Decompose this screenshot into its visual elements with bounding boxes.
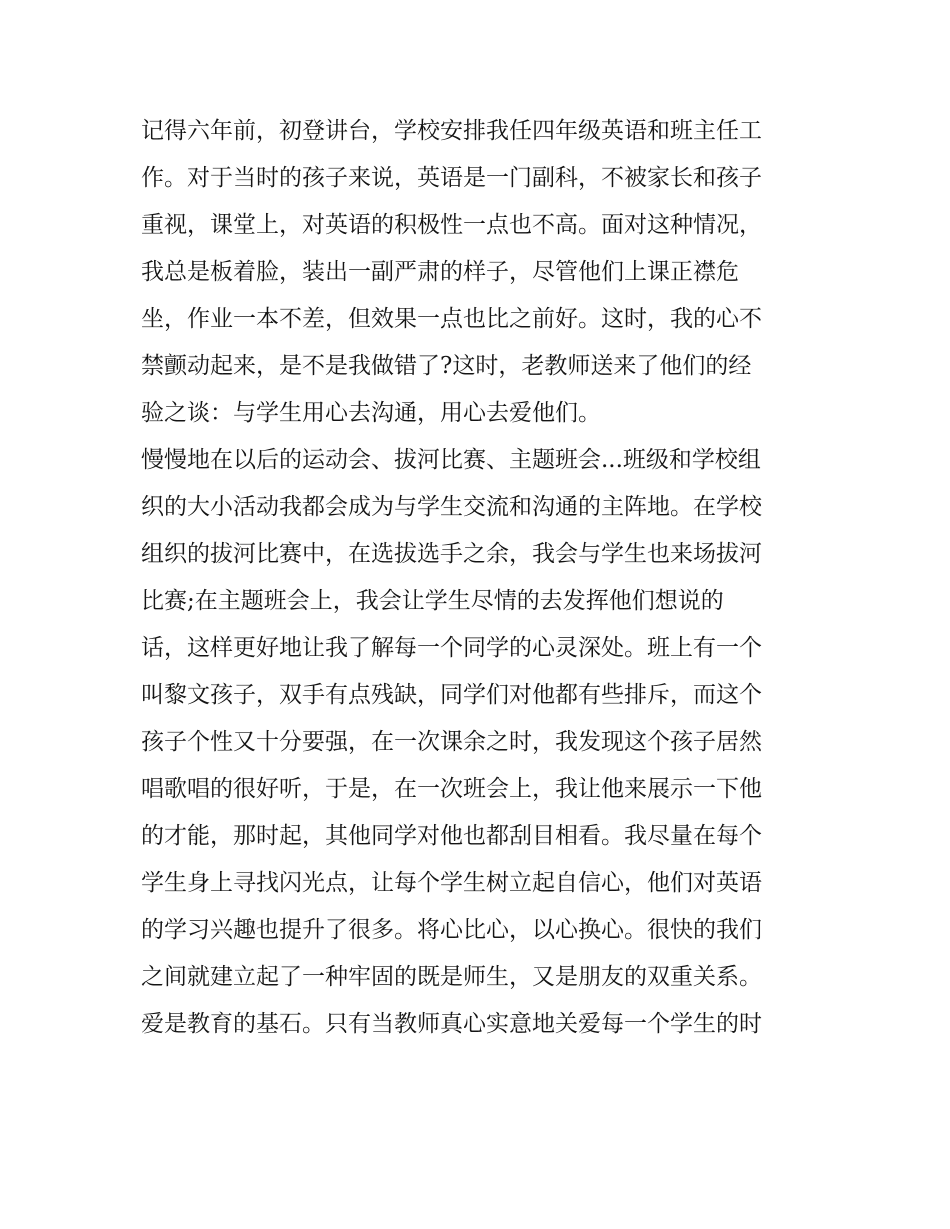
text-line: 之间就建立起了一种牢固的既是师生，又是朋友的双重关系。	[141, 964, 762, 990]
text-line: 的学习兴趣也提升了很多。将心比心，以心换心。很快的我们	[141, 917, 762, 943]
text-line: 的才能，那时起，其他同学对他也都刮目相看。我尽量在每个	[141, 823, 762, 849]
text-line: 爱是教育的基石。只有当教师真心实意地关爱每一个学生的时	[141, 1011, 762, 1037]
text-line: 记得六年前，初登讲台，学校安排我任四年级英语和班主任工	[141, 118, 762, 144]
text-line: 坐，作业一本不差，但效果一点也比之前好。这时，我的心不	[141, 306, 762, 332]
text-line: 我总是板着脸，装出一副严肃的样子，尽管他们上课正襟危	[141, 259, 739, 285]
text-line: 叫黎文孩子，双手有点残缺，同学们对他都有些排斥，而这个	[141, 682, 762, 708]
text-line: 禁颤动起来，是不是我做错了?这时，老教师送来了他们的经	[141, 353, 752, 379]
text-line: 验之谈：与学生用心去沟通，用心去爱他们。	[141, 400, 601, 426]
text-line: 重视，课堂上，对英语的积极性一点也不高。面对这种情况，	[141, 212, 762, 238]
text-line: 作。对于当时的孩子来说，英语是一门副科，不被家长和孩子	[141, 165, 762, 191]
text-line: 组织的拔河比赛中，在选拔选手之余，我会与学生也来场拔河	[141, 541, 762, 567]
text-line: 唱歌唱的很好听，于是，在一次班会上，我让他来展示一下他	[141, 776, 762, 802]
body-text	[141, 108, 821, 1048]
text-line: 比赛;在主题班会上，我会让学生尽情的去发挥他们想说的	[141, 588, 724, 614]
text-line: 孩子个性又十分要强，在一次课余之时，我发现这个孩子居然	[141, 729, 762, 755]
text-line: 慢慢地在以后的运动会、拔河比赛、主题班会...班级和学校组	[141, 447, 761, 473]
text-line: 织的大小活动我都会成为与学生交流和沟通的主阵地。在学校	[141, 494, 762, 520]
text-line: 话，这样更好地让我了解每一个同学的心灵深处。班上有一个	[141, 635, 762, 661]
text-line: 学生身上寻找闪光点，让每个学生树立起自信心，他们对英语	[141, 870, 762, 896]
